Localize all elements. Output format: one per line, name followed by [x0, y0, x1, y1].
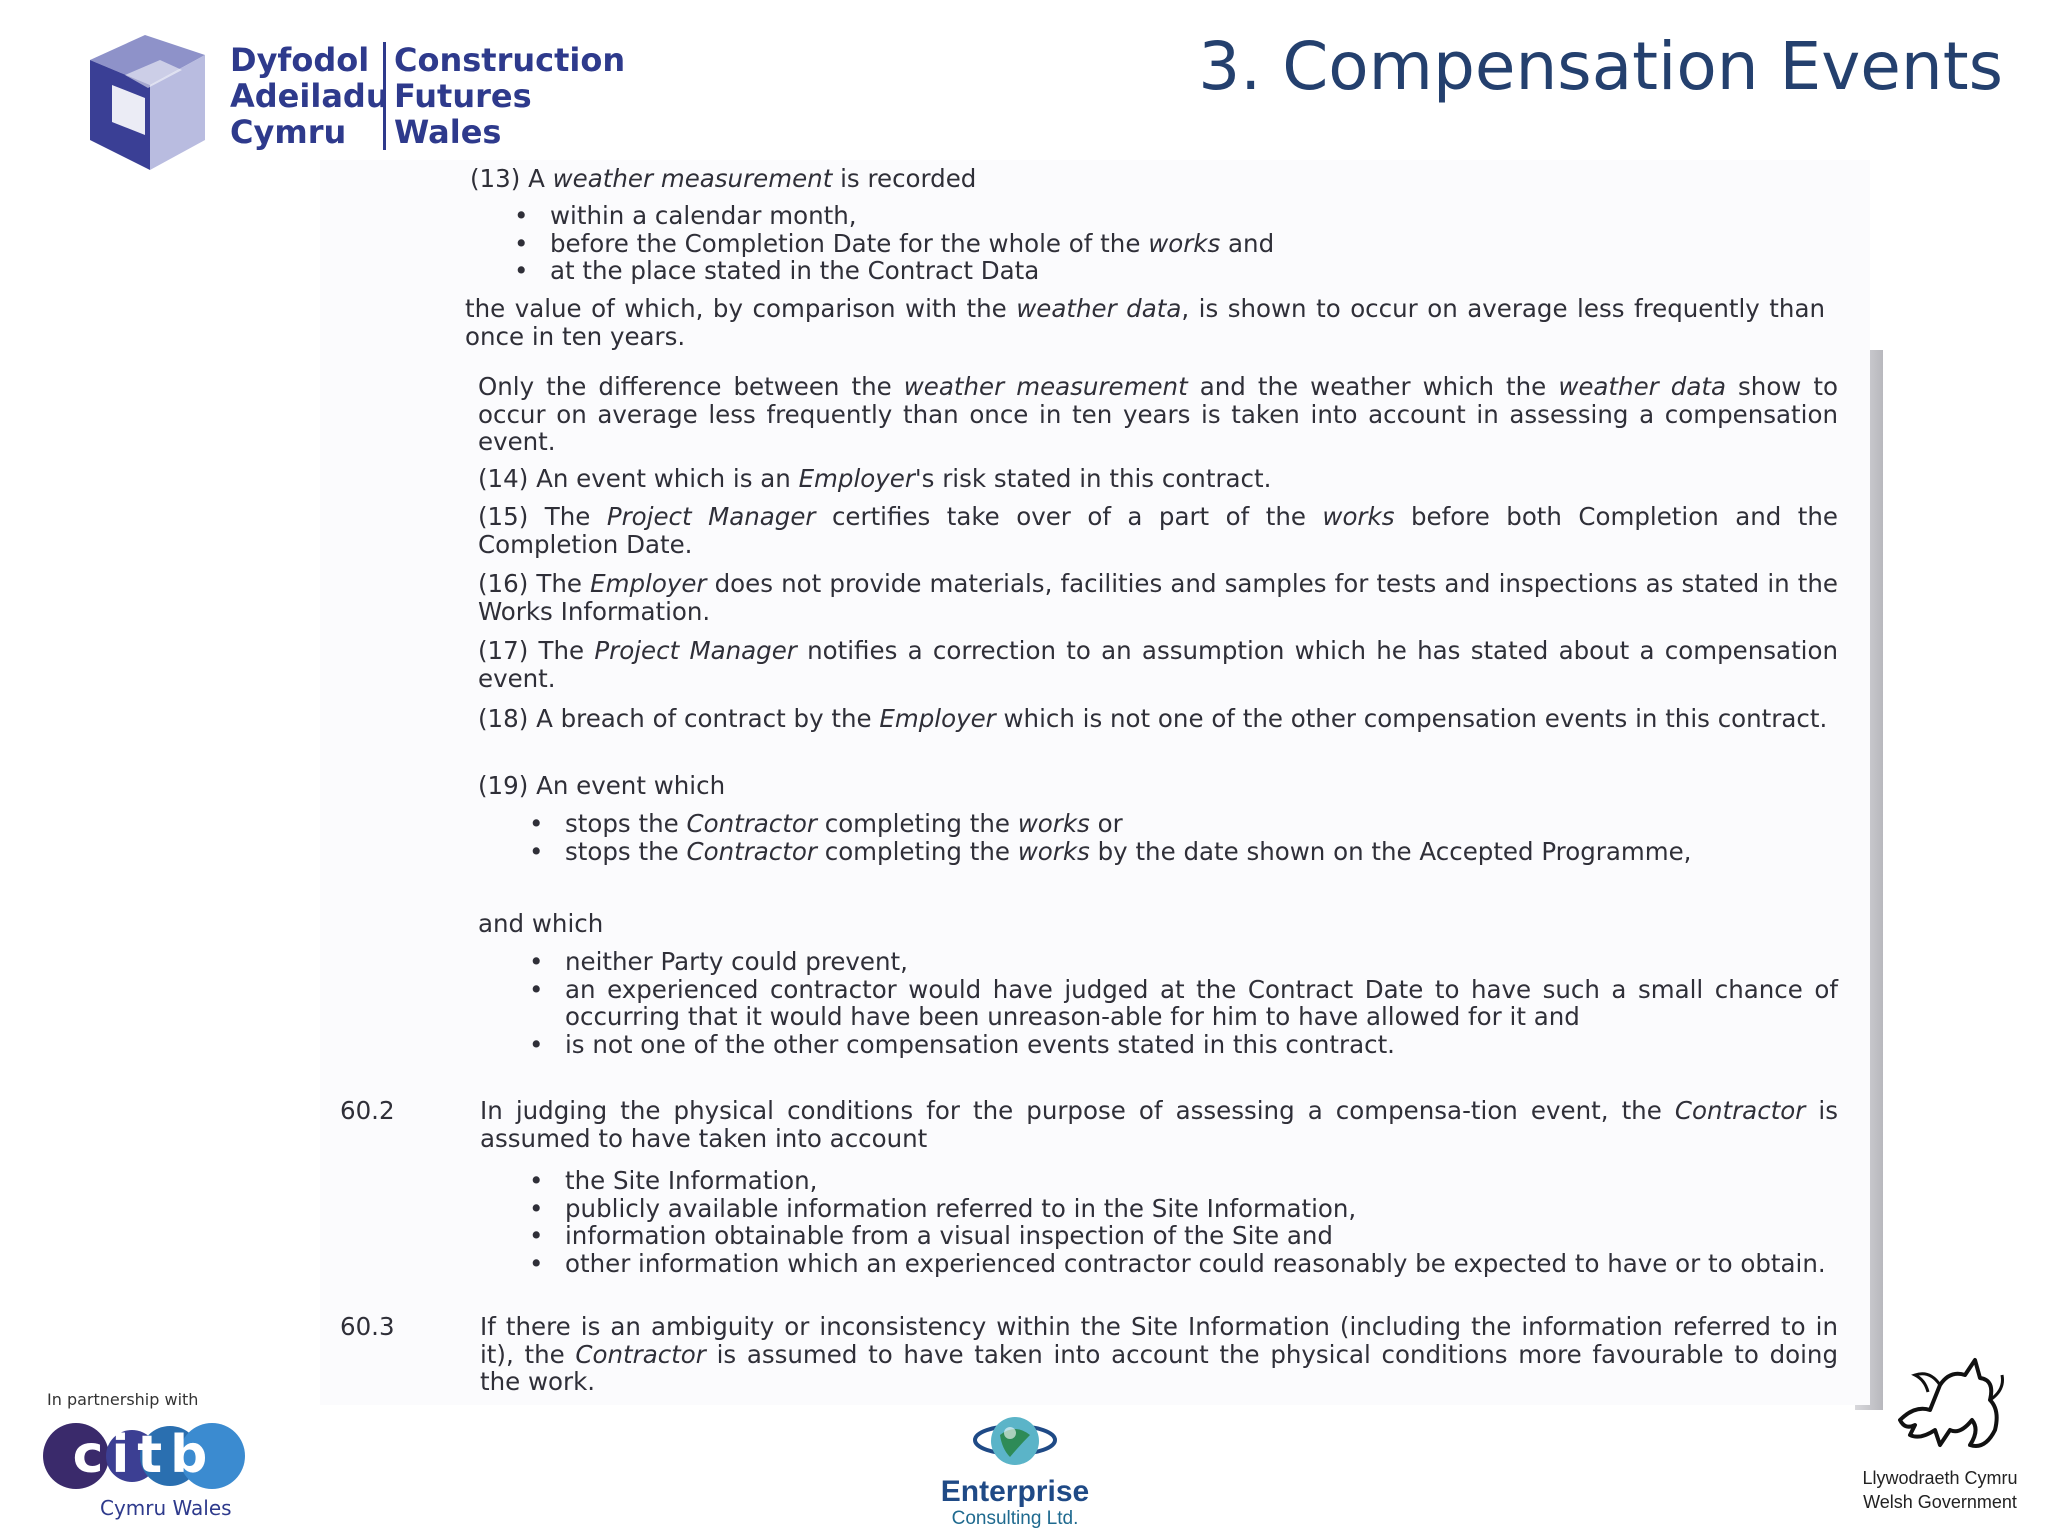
- list-item: • neither Party could prevent,: [525, 948, 1838, 976]
- list-item: • information obtainable from a visual inspection of the Site and: [525, 1222, 1838, 1250]
- list-item: • the Site Information,: [525, 1167, 1838, 1195]
- citb-logo: [42, 1390, 252, 1520]
- clause-18: (18) A breach of contract by the Employer which is not one of the other compensation events in this contract.: [478, 704, 1828, 733]
- list-item: • other information which an experienced contractor could reasonably be expected to have or to obtain.: [525, 1250, 1838, 1278]
- logo-english-line: Futures: [394, 77, 532, 115]
- logo-welsh-line: Adeiladu: [230, 77, 389, 115]
- clause-19-and-which: and which: [478, 909, 604, 938]
- clause-60-2: In judging the physical conditions for the purpose of assessing a compensa-tion event, the Contractor is assumed to have taken into account: [480, 1096, 1839, 1153]
- clause-17: (17) The Project Manager notifies a correction to an assumption which he has stated about a compensation event.: [478, 636, 1838, 693]
- enterprise-name: Enterprise: [940, 1475, 1090, 1508]
- welsh-gov-label-cy: Llywodraeth Cymru: [1862, 1468, 2018, 1488]
- clause-19-bullets-a: [525, 810, 1838, 865]
- clause-19-intro: (19) An event which: [478, 771, 726, 800]
- list-item: • before the Completion Date for the whole of the works and: [510, 230, 1610, 258]
- welsh-government-logo: [1850, 1350, 2030, 1525]
- logo-english-text: [383, 42, 625, 150]
- globe-icon: [970, 1405, 1060, 1475]
- clause-number-60-3: 60.3: [340, 1312, 395, 1341]
- list-item: • stops the Contractor completing the works or: [525, 810, 1838, 838]
- list-item: • at the place stated in the Contract Data: [510, 257, 1610, 285]
- list-item: • an experienced contractor would have judged at the Contract Date to have such a small chance of occurring that it would have been unreason-able for him to have allowed for it and: [525, 976, 1838, 1031]
- citb-wordmark-text: citb: [72, 1425, 216, 1485]
- clause-15: (15) The Project Manager certifies take over of a part of the works before both Completion and the Completion Date.: [478, 502, 1838, 559]
- welsh-gov-label-en: Welsh Government: [1863, 1492, 2017, 1512]
- logo-welsh-line: Cymru: [230, 113, 347, 151]
- logo-welsh-text: [230, 42, 389, 150]
- logo-english-line: Wales: [394, 113, 502, 151]
- clause-16: (16) The Employer does not provide materials, facilities and samples for tests and inspections as stated in the Works Information.: [478, 569, 1838, 626]
- list-item: • publicly available information referred to in the Site Information,: [525, 1195, 1838, 1223]
- cube-logo-icon: [70, 30, 215, 175]
- list-item: • stops the Contractor completing the works by the date shown on the Accepted Programme,: [525, 838, 1838, 866]
- citb-wordmark-icon: [42, 1420, 247, 1492]
- construction-futures-wales-logo: [70, 30, 626, 180]
- logo-welsh-line: Dyfodol: [230, 41, 370, 79]
- clause-number-60-2: 60.2: [340, 1096, 395, 1125]
- clause-14: (14) An event which is an Employer's risk stated in this contract.: [478, 464, 1272, 493]
- clause-60-2-bullets: [525, 1167, 1838, 1277]
- clause-13-bullets: [510, 202, 1610, 285]
- clause-13-intro: (13) A weather measurement is recorded: [470, 164, 977, 193]
- partnership-label: In partnership with: [47, 1390, 199, 1409]
- logo-english-line: Construction: [394, 41, 626, 79]
- citb-subtitle: Cymru Wales: [100, 1496, 232, 1520]
- enterprise-consulting-logo: [915, 1405, 1115, 1530]
- clause-60-3: If there is an ambiguity or inconsistency within the Site Information (including the information referred to in it), the Contractor is assumed to have taken into account the physical conditions more favourable to doing the work.: [480, 1312, 1839, 1396]
- scanned-contract-page: [320, 160, 1870, 1405]
- dragon-icon: [1880, 1350, 2010, 1465]
- clause-19-bullets-b: [525, 948, 1838, 1058]
- slide-title: 3. Compensation Events: [1198, 28, 2003, 105]
- enterprise-subtitle: Consulting Ltd.: [951, 1508, 1079, 1529]
- clause-13-only: Only the difference between the weather measurement and the weather which the weather data show to occur on average less frequently than once in ten years is taken into account in assessing a compensation event.: [478, 372, 1838, 456]
- clause-13-value: the value of which, by comparison with the weather data, is shown to occur on average less frequently than once in ten years.: [465, 294, 1825, 351]
- list-item: • within a calendar month,: [510, 202, 1610, 230]
- list-item: • is not one of the other compensation events stated in this contract.: [525, 1031, 1838, 1059]
